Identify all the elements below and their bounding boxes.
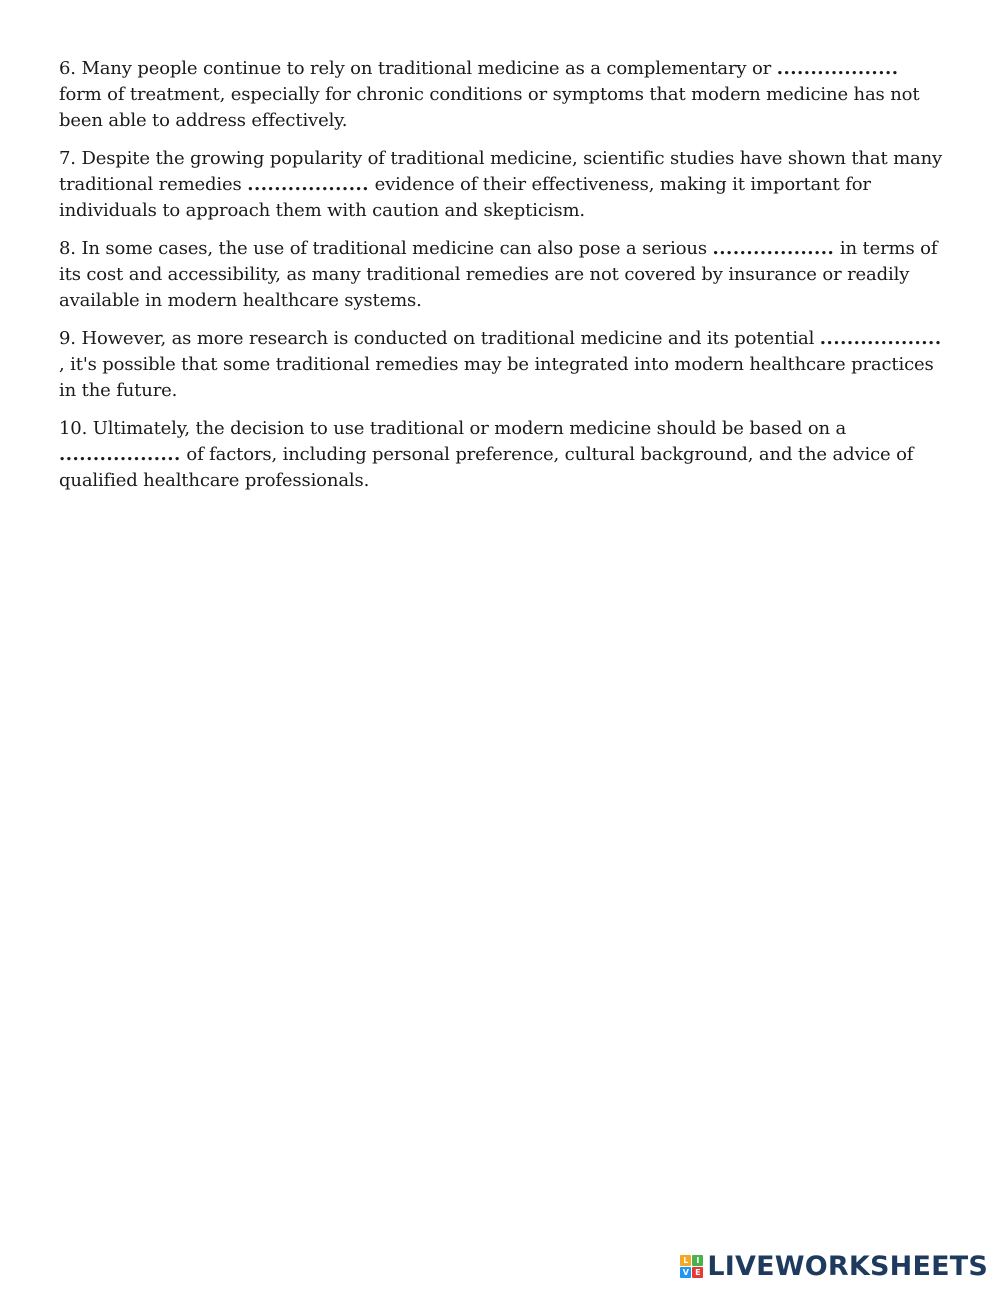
question-7 (59, 146, 944, 224)
logo-tile: L (680, 1255, 691, 1266)
question-text-before: 10. Ultimately, the decision to use traditional or modern medicine should be based on a (59, 418, 847, 439)
answer-blank[interactable]: .................. (247, 174, 370, 195)
question-text-before: 9. However, as more research is conducted on traditional medicine and its potential (59, 328, 820, 349)
answer-blank[interactable]: .................. (59, 444, 181, 465)
question-text-before: 6. Many people continue to rely on traditional medicine as a complementary or (59, 58, 777, 79)
logo-tile: V (680, 1267, 691, 1278)
worksheet-body (59, 56, 944, 506)
question-text-after: , it's possible that some traditional remedies may be integrated into modern healthcare practices in the future. (59, 354, 934, 401)
question-8 (59, 236, 944, 314)
question-6 (59, 56, 944, 134)
logo-tile: E (692, 1267, 703, 1278)
question-10 (59, 416, 944, 494)
question-text-before: 7. Despite the growing popularity of traditional medicine, scientific studies have shown that many traditional remedies (59, 148, 943, 195)
answer-blank[interactable]: .................. (712, 238, 835, 259)
question-text-after: in terms of its cost and accessibility, as many traditional remedies are not covered by insurance or readily available in modern healthcare systems. (59, 238, 938, 311)
question-text-after: of factors, including personal preference, cultural background, and the advice of qualified healthcare professionals. (59, 444, 914, 491)
brand-name: LIVEWORKSHEETS (707, 1251, 988, 1282)
question-text-before: 8. In some cases, the use of traditional medicine can also pose a serious (59, 238, 713, 259)
logo-tile: I (692, 1255, 703, 1266)
question-text-after: form of treatment, especially for chronic conditions or symptoms that modern medicine has not been able to address effectively. (59, 84, 920, 131)
answer-blank[interactable]: .................. (776, 58, 899, 79)
liveworksheets-branding[interactable] (680, 1251, 988, 1282)
answer-blank[interactable]: .................. (819, 328, 942, 349)
question-text-after: evidence of their effectiveness, making it important for individuals to approach them with caution and skepticism. (59, 174, 871, 221)
question-9 (59, 326, 944, 404)
liveworksheets-logo-icon (680, 1255, 703, 1278)
